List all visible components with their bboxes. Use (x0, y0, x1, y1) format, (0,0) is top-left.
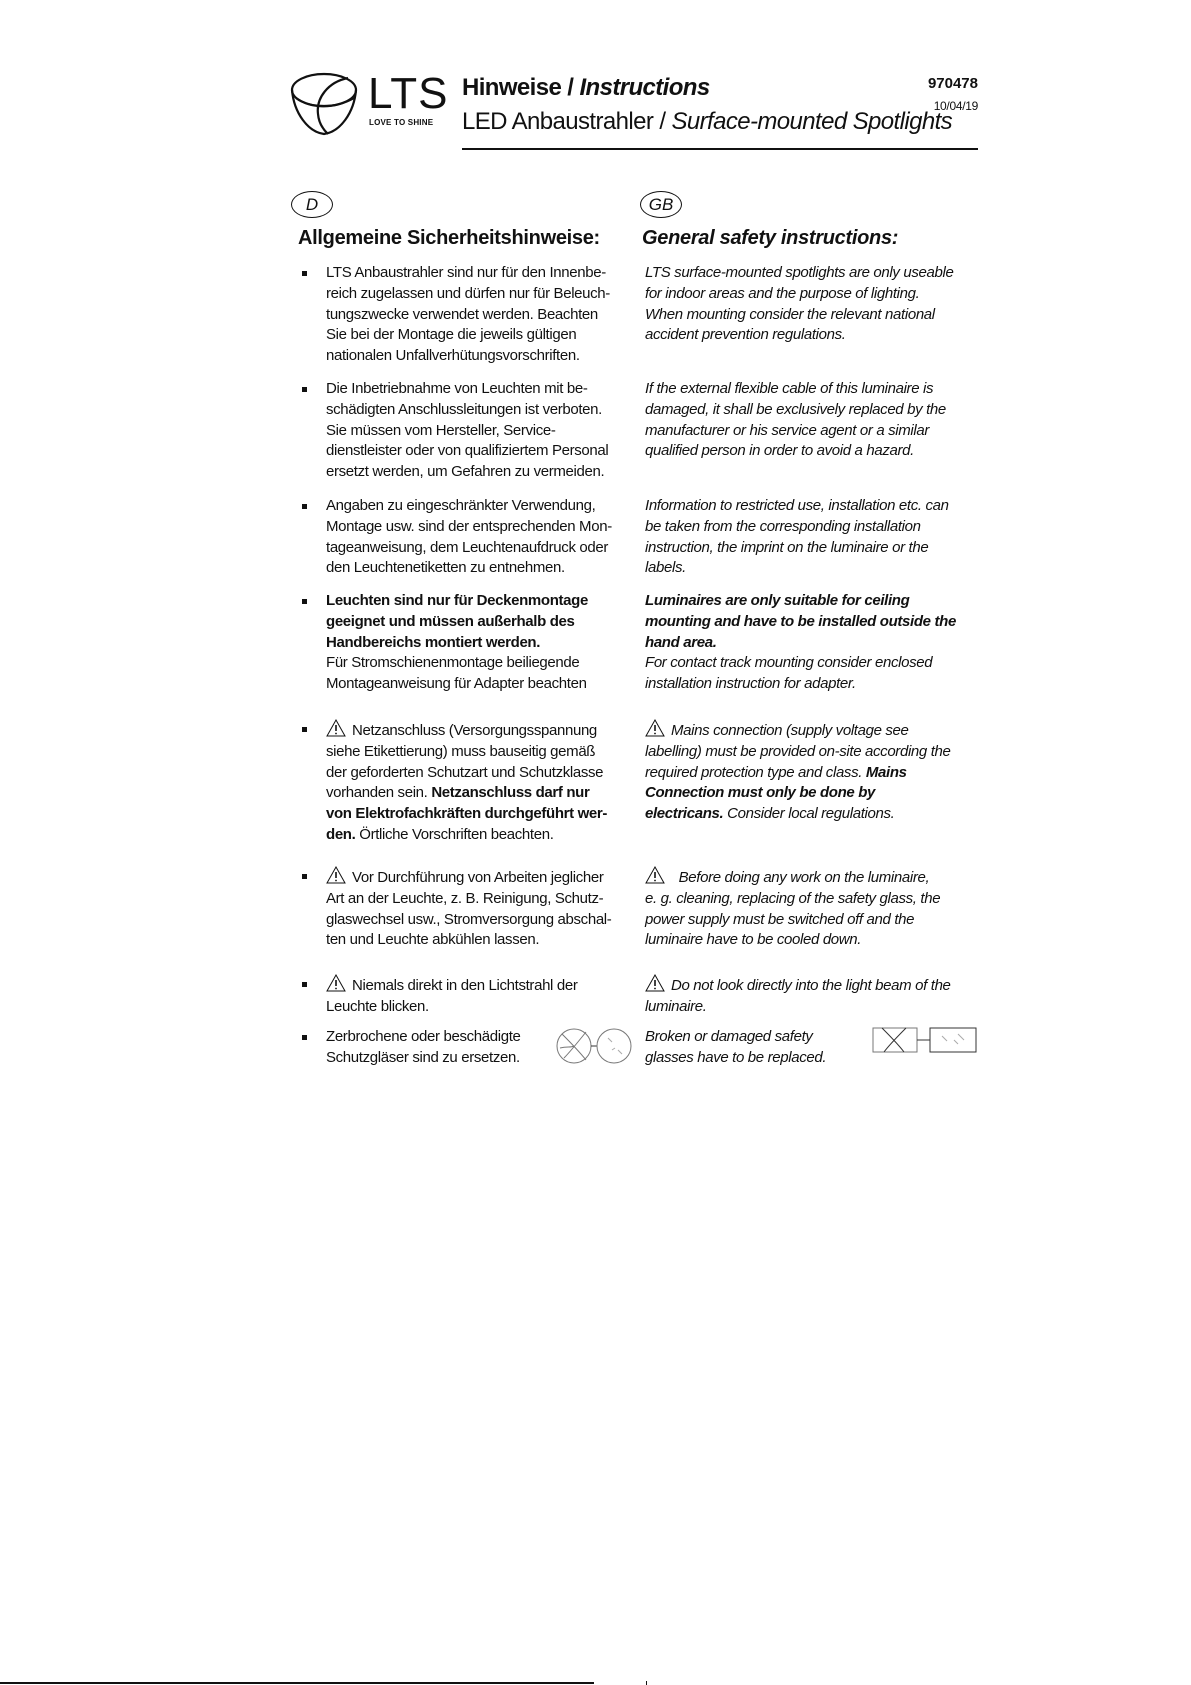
text: ersetzt werden, um Gefahren zu vermeiden. (326, 463, 605, 481)
subtitle-german: LED Anbaustrahler / (462, 108, 672, 135)
text: luminaire. (645, 997, 707, 1015)
instruction-line (645, 400, 946, 421)
instruction-line (645, 612, 956, 633)
instruction-line (645, 305, 953, 326)
instruction-line (645, 653, 956, 674)
text: installation instruction for adapter. (645, 675, 856, 693)
bullet-icon (302, 874, 307, 879)
instruction-line (326, 1027, 521, 1048)
instruction-line (326, 421, 608, 442)
instruction-line (645, 496, 949, 517)
instruction-line (326, 974, 578, 997)
text: vorhanden sein. (326, 784, 432, 802)
instruction-line (645, 1048, 826, 1069)
text: Broken or damaged safety (645, 1028, 813, 1045)
text: der geforderten Schutzart und Schutzklasse (326, 763, 604, 781)
instruction-line (326, 558, 612, 579)
document-number: 970478 (927, 75, 978, 92)
text: Schutzgläser sind zu ersetzen. (326, 1048, 520, 1066)
text: Netzanschluss (Versorgungsspannung (352, 722, 597, 739)
instruction-line (645, 742, 951, 763)
instruction-item-de (326, 974, 578, 1018)
instruction-line (326, 633, 588, 654)
text: If the external flexible cable of this luminaire is (645, 380, 934, 397)
section-heading-english: General safety instructions: (642, 227, 899, 249)
footer-mark (646, 1681, 647, 1685)
text: Für Stromschienenmontage beiliegende (326, 654, 580, 672)
instruction-line (326, 441, 608, 462)
logo-tagline: LOVE TO SHINE (369, 118, 434, 127)
bold-text: Mains (865, 763, 907, 781)
instruction-line (326, 825, 607, 846)
text: ten und Leuchte abkühlen lassen. (326, 931, 540, 949)
bold-text: electricans. (645, 805, 724, 823)
text: luminaire have to be cooled down. (645, 931, 862, 949)
title-english: Instructions (579, 74, 710, 101)
instruction-line (645, 538, 949, 559)
instruction-line (326, 400, 608, 421)
instruction-line (326, 517, 612, 538)
text: siehe Etikettierung) muss bauseitig gemäß (326, 742, 596, 760)
bold-text: von Elektrofachkräften durchgeführt wer- (326, 805, 608, 823)
text: glasses have to be replaced. (645, 1048, 827, 1066)
instruction-item-gb (645, 1027, 826, 1069)
instruction-item-gb (645, 974, 951, 1018)
text: e. g. cleaning, replacing of the safety glass, the (645, 889, 941, 907)
bold-text: hand area. (645, 633, 717, 651)
text: Montage usw. sind der entsprechenden Mon- (326, 517, 612, 535)
warning-triangle-icon (645, 719, 665, 737)
title-german: Hinweise / (462, 74, 580, 101)
text: Information to restricted use, installation etc. can (645, 497, 949, 514)
instruction-line (326, 263, 610, 284)
instruction-item-gb (645, 496, 949, 579)
instruction-line (326, 538, 612, 559)
instruction-line (645, 421, 946, 442)
instruction-line (645, 591, 956, 612)
instruction-line (645, 974, 951, 997)
instruction-line (326, 674, 588, 695)
instruction-line (645, 441, 946, 462)
document-date: 10/04/19 (933, 99, 978, 113)
instruction-line (326, 379, 608, 400)
text: Niemals direkt in den Lichtstrahl der (352, 977, 578, 994)
warning-triangle-icon (326, 866, 346, 884)
text: Sie müssen vom Hersteller, Service- (326, 421, 556, 439)
warning-triangle-icon (645, 866, 665, 884)
text: Die Inbetriebnahme von Leuchten mit be- (326, 380, 588, 397)
section-heading-german: Allgemeine Sicherheitshinweise: (298, 227, 600, 249)
text: For contact track mounting consider enclosed (645, 654, 933, 672)
instruction-line (326, 325, 610, 346)
instruction-line (326, 462, 608, 483)
text: When mounting consider the relevant national (645, 305, 935, 323)
instruction-item-de (326, 496, 612, 579)
instruction-line (645, 783, 951, 804)
instruction-item-gb (645, 591, 956, 695)
bullet-icon (302, 982, 307, 987)
instruction-line (645, 866, 940, 889)
instruction-line (326, 346, 610, 367)
bullet-icon (302, 387, 307, 392)
instruction-line (326, 866, 611, 889)
text: glaswechsel usw., Stromversorgung abschal- (326, 910, 612, 928)
instruction-line (645, 633, 956, 654)
instruction-item-gb (645, 866, 940, 951)
instruction-item-de (326, 379, 608, 483)
instruction-line (326, 612, 588, 633)
bold-text: geeignet und müssen außerhalb des (326, 612, 575, 630)
text: Örtliche Vorschriften beachten. (355, 825, 554, 843)
instruction-line (326, 284, 610, 305)
bold-text: Netzanschluss darf nur (431, 784, 590, 802)
instruction-line (326, 889, 611, 910)
warning-triangle-icon (326, 719, 346, 737)
instruction-item-de (326, 719, 607, 846)
instruction-line (326, 997, 578, 1018)
warning-triangle-icon (645, 974, 665, 992)
text: Montageanweisung für Adapter beachten (326, 675, 587, 693)
instruction-line (326, 305, 610, 326)
text: LTS surface-mounted spotlights are only useable (645, 264, 954, 281)
instruction-line (326, 763, 607, 784)
header-divider (462, 148, 978, 150)
text: labelling) must be provided on-site according the (645, 742, 951, 760)
instruction-line (326, 496, 612, 517)
text: Before doing any work on the luminaire, (671, 869, 930, 886)
instruction-item-gb (645, 379, 946, 462)
text: tageanweisung, dem Leuchtenaufdruck oder (326, 538, 609, 556)
text: dienstleister oder von qualifiziertem Personal (326, 442, 609, 460)
bold-text: den. (326, 825, 356, 843)
instruction-line (645, 1027, 826, 1048)
text: Leuchte blicken. (326, 997, 429, 1015)
instruction-line (326, 930, 611, 951)
text: Consider local regulations. (723, 805, 895, 823)
bullet-icon (302, 271, 307, 276)
bullet-icon (302, 504, 307, 509)
logo-text: LTS (368, 69, 449, 118)
instruction-line (326, 910, 611, 931)
instruction-line (645, 804, 951, 825)
text: Vor Durchführung von Arbeiten jeglicher (352, 869, 604, 886)
instruction-line (326, 591, 588, 612)
text: damaged, it shall be exclusively replaced by the (645, 400, 946, 418)
text: power supply must be switched off and the (645, 910, 915, 928)
bullet-icon (302, 1035, 307, 1040)
text: accident prevention regulations. (645, 326, 846, 344)
text: schädigten Anschlussleitungen ist verboten. (326, 400, 602, 418)
text: Zerbrochene oder beschädigte (326, 1028, 521, 1045)
instruction-line (645, 997, 951, 1018)
instruction-line (645, 719, 951, 742)
text: for indoor areas and the purpose of lighting. (645, 284, 920, 302)
broken-glass-square-icon (872, 1026, 978, 1054)
instruction-line (326, 653, 588, 674)
instruction-line (645, 889, 940, 910)
instruction-line (645, 517, 949, 538)
text: den Leuchtenetiketten zu entnehmen. (326, 559, 565, 577)
text: labels. (645, 559, 686, 577)
text: Mains connection (supply voltage see (671, 722, 909, 739)
instruction-item-gb (645, 263, 953, 346)
instruction-line (645, 263, 953, 284)
broken-glass-round-icon (556, 1026, 632, 1066)
text: be taken from the corresponding installation (645, 517, 921, 535)
text: instruction, the imprint on the luminaire or the (645, 538, 929, 556)
bullet-icon (302, 727, 307, 732)
instruction-line (645, 379, 946, 400)
instruction-line (645, 763, 951, 784)
document-title (462, 74, 710, 102)
instruction-line (326, 783, 607, 804)
text: reich zugelassen und dürfen nur für Beleuch- (326, 284, 610, 302)
instruction-line (326, 804, 607, 825)
text: Sie bei der Montage die jeweils gültigen (326, 326, 577, 344)
text: LTS Anbaustrahler sind nur für den Innenbe- (326, 264, 606, 281)
footer-divider (0, 1682, 594, 1684)
text: qualified person in order to avoid a hazard. (645, 442, 914, 460)
instruction-line (326, 1048, 521, 1069)
subtitle-english: Surface-mounted Spotlights (671, 108, 953, 135)
text: manufacturer or his service agent or a similar (645, 421, 930, 439)
instruction-line (645, 910, 940, 931)
instruction-item-gb (645, 719, 951, 825)
text: Art an der Leuchte, z. B. Reinigung, Schutz- (326, 889, 604, 907)
text: Do not look directly into the light beam of the (671, 977, 951, 994)
bold-text: Handbereichs montiert werden. (326, 633, 541, 651)
bold-text: Luminaires are only suitable for ceiling (645, 592, 910, 609)
instruction-item-de (326, 866, 611, 951)
instruction-line (326, 719, 607, 742)
instruction-line (645, 325, 953, 346)
instruction-line (326, 742, 607, 763)
bold-text: Leuchten sind nur für Deckenmontage (326, 592, 588, 609)
instruction-line (645, 674, 956, 695)
warning-triangle-icon (326, 974, 346, 992)
instruction-item-de (326, 1027, 521, 1069)
instruction-line (645, 930, 940, 951)
instruction-item-de (326, 591, 588, 695)
text: required protection type and class. (645, 763, 866, 781)
text: Angaben zu eingeschränkter Verwendung, (326, 497, 596, 514)
bullet-icon (302, 599, 307, 604)
bold-text: Connection must only be done by (645, 784, 875, 802)
text: tungszwecke verwendet werden. Beachten (326, 305, 598, 323)
instruction-line (645, 558, 949, 579)
document-subtitle (462, 108, 952, 136)
language-badge-german: D (291, 191, 333, 218)
language-badge-english: GB (640, 191, 682, 218)
bold-text: mounting and have to be installed outside the (645, 612, 956, 630)
text: nationalen Unfallverhütungsvorschriften. (326, 347, 580, 365)
instruction-item-de (326, 263, 610, 367)
instruction-line (645, 284, 953, 305)
